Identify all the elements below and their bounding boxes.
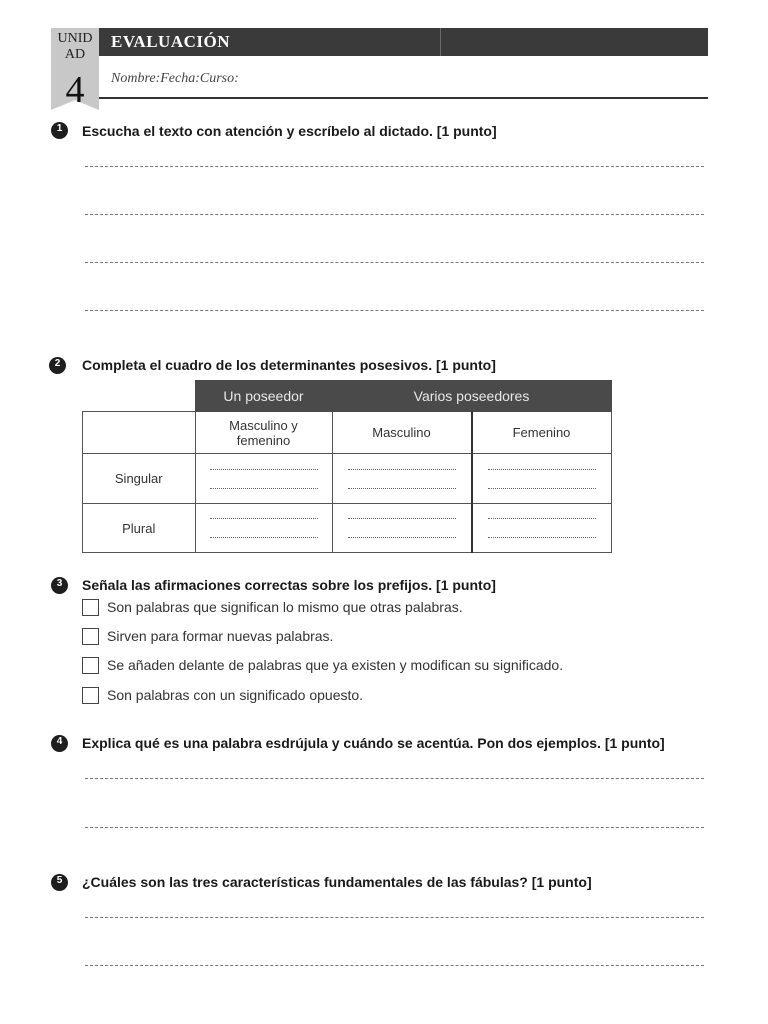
answer-line[interactable] [85, 310, 704, 311]
possessive-determiners-table [82, 380, 612, 553]
subheader-masc: Masculino [332, 412, 472, 454]
answer-line[interactable] [85, 166, 704, 167]
answer-cell[interactable] [472, 454, 612, 504]
question-1-bullet-icon: 1 [51, 122, 68, 139]
question-3-text: Señala las afirmaciones correctas sobre los prefijos. [1 punto] [82, 577, 496, 593]
row-label-singular: Singular [83, 454, 196, 504]
header-many-owners: Varios poseedores [332, 381, 611, 412]
question-1-text: Escucha el texto con atención y escríbelo al dictado. [1 punto] [82, 123, 497, 139]
answer-line[interactable] [85, 917, 704, 918]
answer-line[interactable] [85, 827, 704, 828]
name-date-course-line: Nombre:Fecha:Curso: [111, 71, 239, 86]
answer-line[interactable] [85, 214, 704, 215]
option-3-checkbox[interactable] [82, 657, 99, 674]
option-2-text: Sirven para formar nuevas palabras. [107, 628, 334, 644]
page-title: EVALUACIÓN [111, 32, 230, 51]
question-5-text: ¿Cuáles son las tres características fundamentales de las fábulas? [1 punto] [82, 874, 592, 890]
answer-cell[interactable] [195, 454, 332, 504]
header-one-owner: Un poseedor [195, 381, 332, 412]
unit-number: 4 [65, 69, 85, 111]
subheader-masc-fem [195, 412, 332, 454]
subheader-masc-fem-label: Masculino y femenino [229, 417, 298, 448]
table-empty-corner [83, 381, 196, 412]
option-1-text: Son palabras que significan lo mismo que otras palabras. [107, 599, 463, 615]
question-4-text: Explica qué es una palabra esdrújula y cuándo se acentúa. Pon dos ejemplos. [1 punto] [82, 735, 665, 751]
answer-cell[interactable] [332, 504, 472, 553]
header-rule [99, 97, 708, 99]
question-2-bullet-icon: 2 [49, 357, 66, 374]
answer-cell[interactable] [472, 504, 612, 553]
subheader-fem: Femenino [472, 412, 612, 454]
title-bar-divider [440, 28, 441, 56]
answer-cell[interactable] [332, 454, 472, 504]
question-5-bullet-icon: 5 [51, 874, 68, 891]
row-label-plural: Plural [83, 504, 196, 553]
answer-line[interactable] [85, 778, 704, 779]
table-empty-cell [83, 412, 196, 454]
question-2-text: Completa el cuadro de los determinantes posesivos. [1 punto] [82, 357, 496, 373]
option-4-text: Son palabras con un significado opuesto. [107, 687, 364, 703]
option-3-text: Se añaden delante de palabras que ya existen y modifican su significado. [107, 657, 564, 673]
option-1-checkbox[interactable] [82, 599, 99, 616]
option-2-checkbox[interactable] [82, 628, 99, 645]
question-4-bullet-icon: 4 [51, 735, 68, 752]
question-3-bullet-icon: 3 [51, 577, 68, 594]
answer-cell[interactable] [195, 504, 332, 553]
answer-line[interactable] [85, 965, 704, 966]
unit-label: UNID AD [57, 31, 93, 62]
answer-line[interactable] [85, 262, 704, 263]
option-4-checkbox[interactable] [82, 687, 99, 704]
